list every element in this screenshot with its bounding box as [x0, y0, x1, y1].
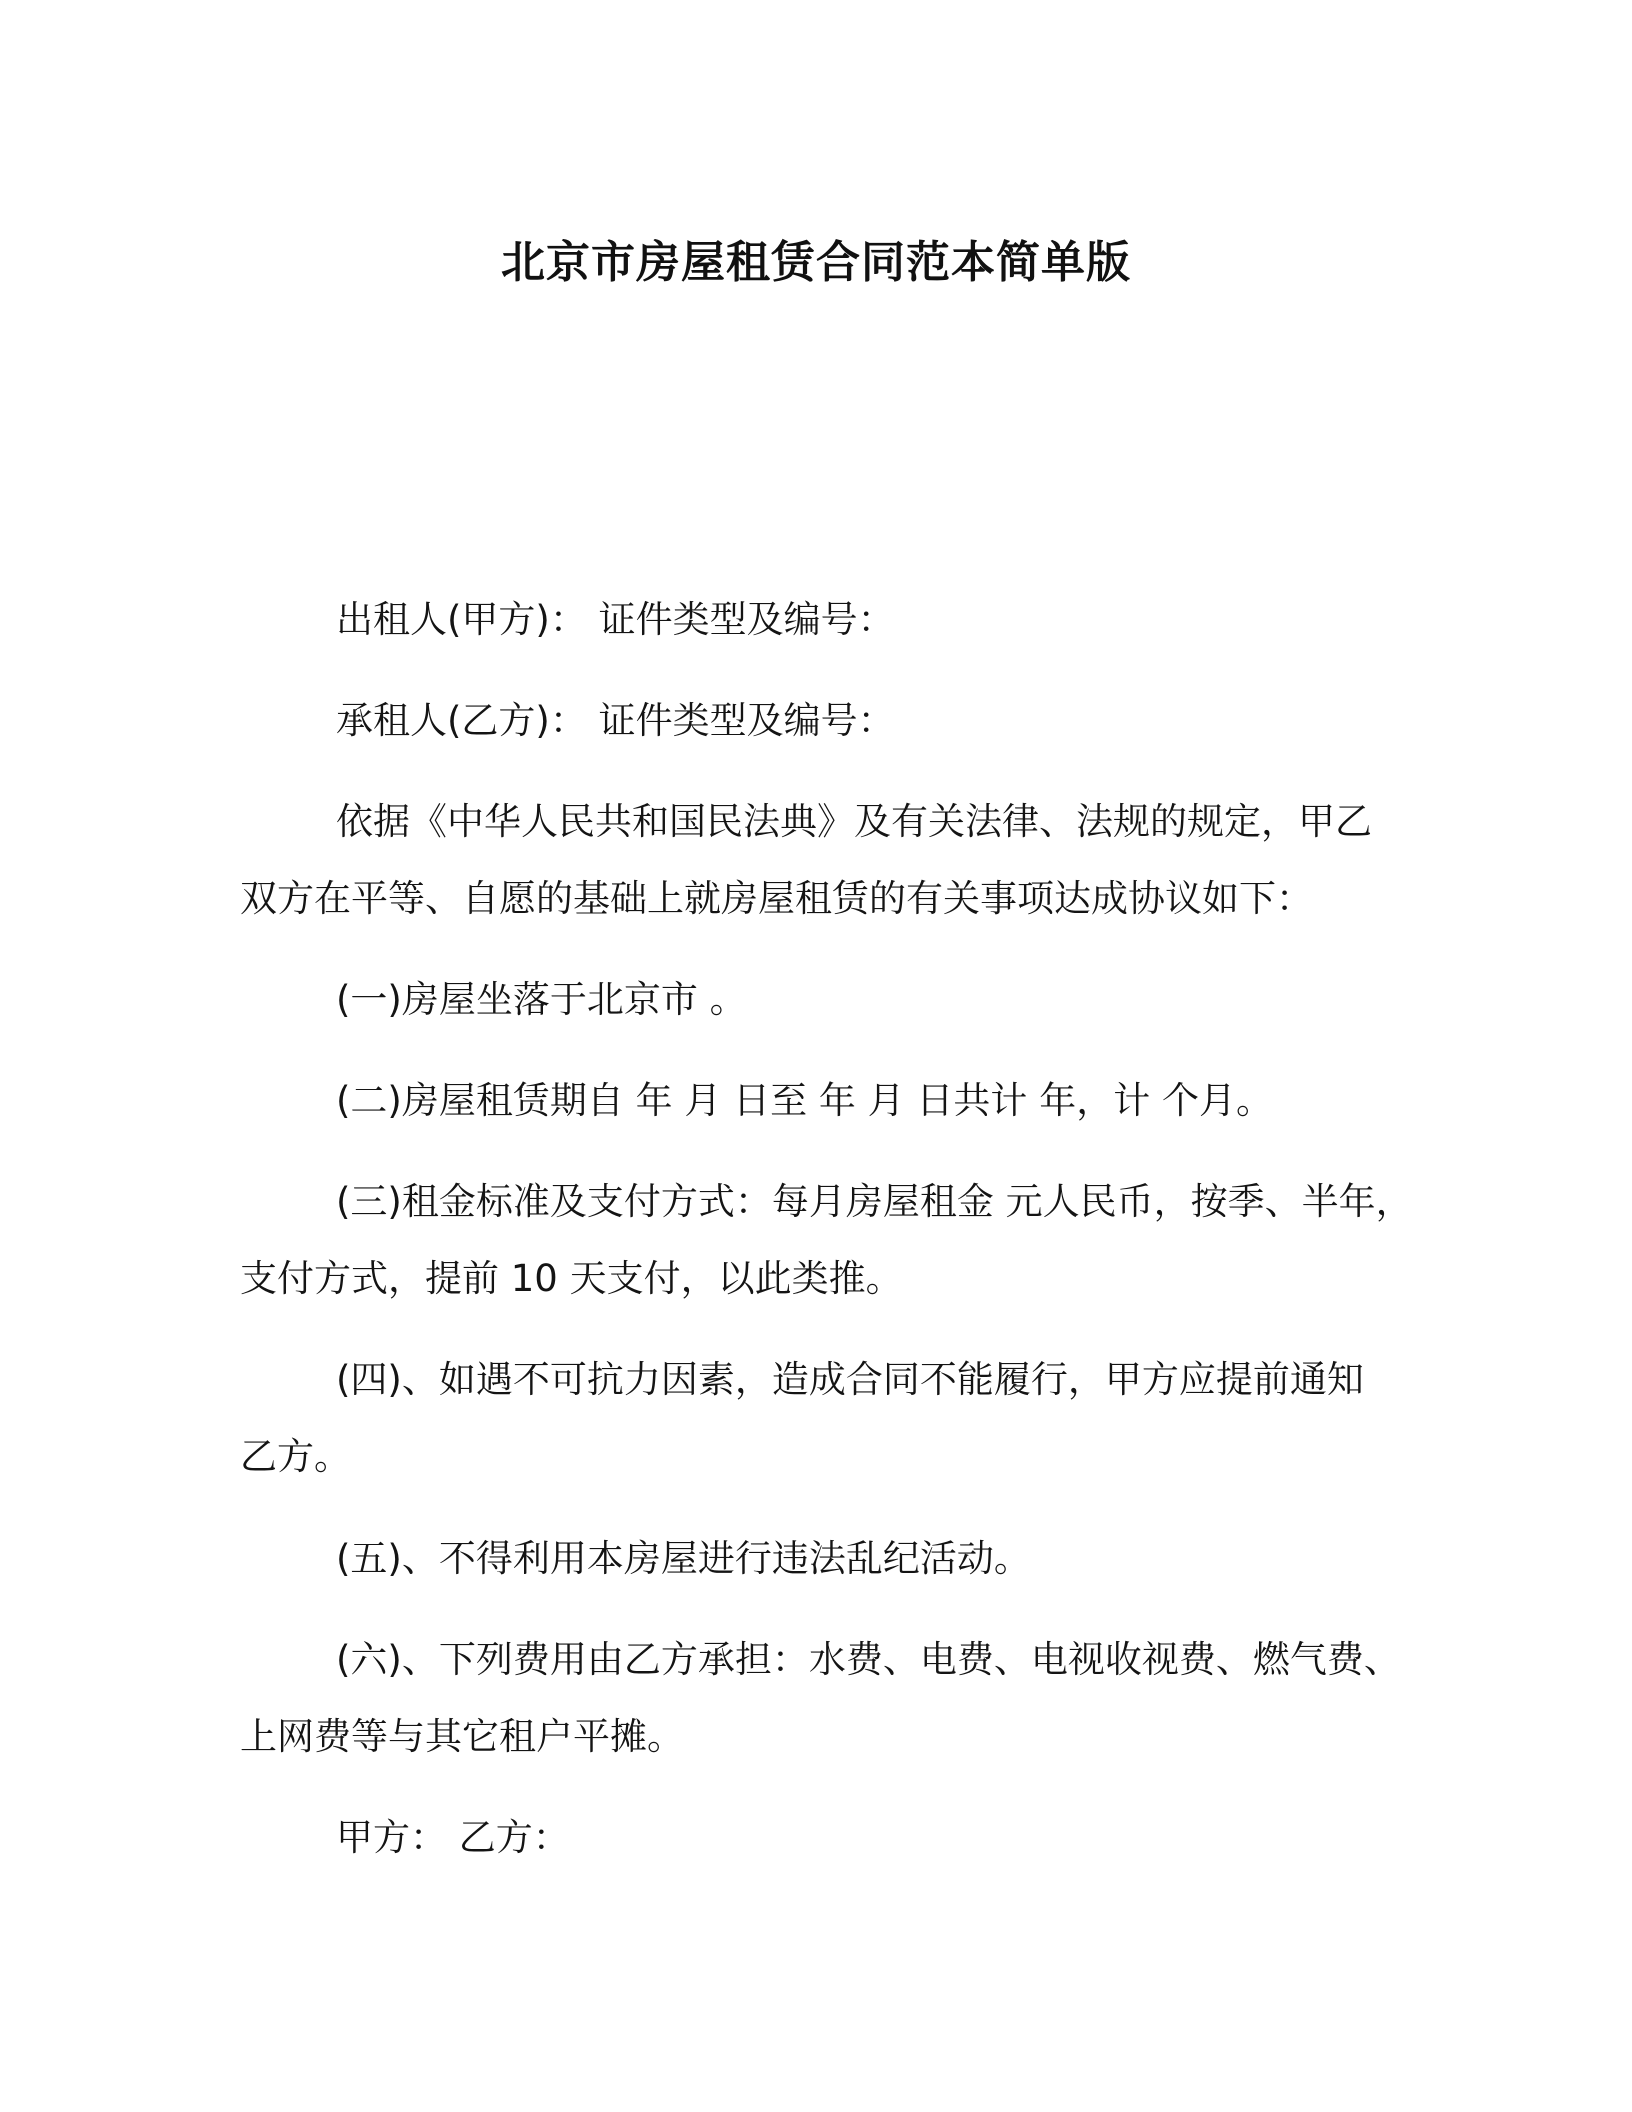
clause-1: (一)房屋坐落于北京市 。	[336, 978, 747, 1021]
basis-paragraph-line-1: 依据《中华人民共和国民法典》及有关法律、法规的规定，甲乙	[336, 800, 1372, 843]
clause-3-line-1: (三)租金标准及支付方式：每月房屋租金 元人民币，按季、半年，	[336, 1180, 1413, 1223]
lessor-line: 出租人(甲方)： 证件类型及编号：	[336, 598, 895, 641]
document-title: 北京市房屋租赁合同范本简单版	[501, 237, 1131, 288]
clause-2: (二)房屋租赁期自 年 月 日至 年 月 日共计 年，计 个月。	[336, 1079, 1273, 1122]
clause-4-line-1: (四)、如遇不可抗力因素，造成合同不能履行，甲方应提前通知	[336, 1358, 1364, 1401]
basis-paragraph-line-2: 双方在平等、自愿的基础上就房屋租赁的有关事项达成协议如下：	[240, 877, 1313, 920]
clause-3-line-2: 支付方式，提前 10 天支付，以此类推。	[240, 1257, 903, 1300]
clause-5: (五)、不得利用本房屋进行违法乱纪活动。	[336, 1537, 1031, 1580]
clause-6-line-2: 上网费等与其它租户平摊。	[240, 1715, 684, 1758]
clause-4-line-2: 乙方。	[240, 1435, 351, 1478]
signature-line: 甲方： 乙方：	[336, 1816, 570, 1859]
clause-6-line-1: (六)、下列费用由乙方承担：水费、电费、电视收视费、燃气费、	[336, 1638, 1401, 1681]
lessee-line: 承租人(乙方)： 证件类型及编号：	[336, 699, 895, 742]
